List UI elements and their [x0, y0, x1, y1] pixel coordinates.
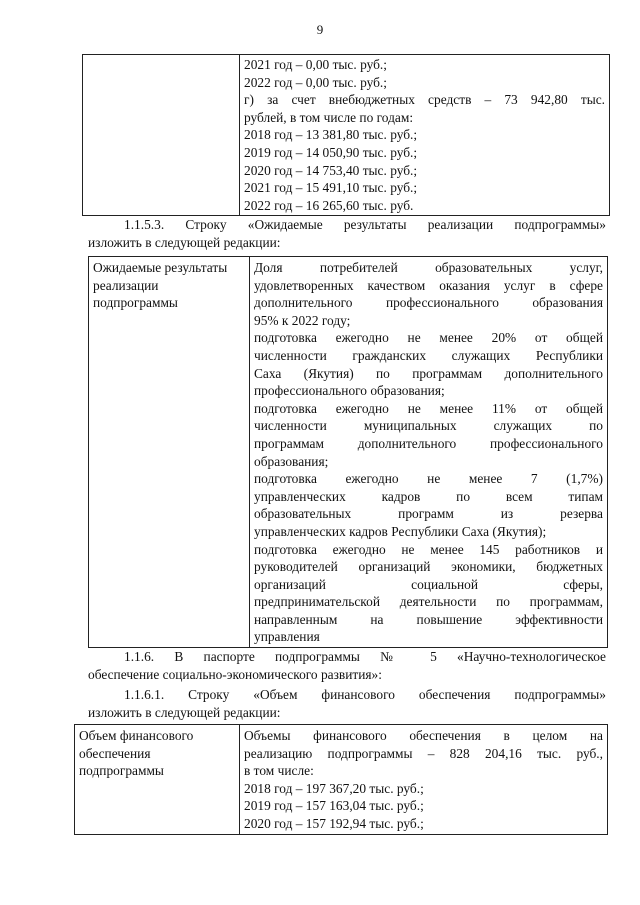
page-number: 9 — [316, 22, 324, 37]
table3-left-cell — [75, 725, 240, 835]
result-line: подготовка ежегодно не менее 145 работников и — [254, 541, 603, 557]
paragraph-1-1-5-3 — [88, 216, 606, 251]
result-line: удовлетворенных качеством оказания услуг в сфере — [254, 277, 603, 293]
result-line: предпринимательской деятельности по программам, — [254, 594, 603, 610]
table3-right-cell — [240, 725, 608, 835]
result-line: дополнительного профессионального образования — [254, 295, 603, 311]
result-line: направленным на повышение эффективности — [254, 611, 603, 627]
financing-line: 2018 год – 13 381,80 тыс. руб.; — [244, 127, 418, 143]
result-line: подготовка ежегодно не менее 7 (1,7%) — [254, 471, 603, 487]
table1-left-cell — [83, 55, 240, 216]
financing-line: 2020 год – 157 192,94 тыс. руб.; — [244, 815, 424, 831]
financing-line: 2022 год – 16 265,60 тыс. руб. — [244, 197, 414, 213]
financing-line: реализацию подпрограммы – 828 204,16 тыс. руб., — [244, 745, 603, 761]
row-label-line: Ожидаемые результаты — [93, 260, 228, 275]
financing-line: рублей, в том числе по годам: — [244, 109, 414, 125]
row-label-line: реализации — [93, 277, 159, 293]
paragraph-line: 1.1.6.1. Строку «Объем финансового обеспечения подпрограммы» — [124, 687, 606, 702]
row-label-line: подпрограммы — [79, 763, 164, 779]
result-line: Саха (Якутия) по программам дополнительного — [254, 365, 603, 381]
result-line: подготовка ежегодно не менее 11% от общей — [254, 400, 603, 416]
financing-line: 2018 год – 197 367,20 тыс. руб.; — [244, 780, 424, 796]
result-line: управленческих кадров по всем типам — [254, 488, 603, 504]
paragraph-line: 1.1.5.3. Строку «Ожидаемые результаты реализации подпрограммы» — [124, 217, 606, 232]
paragraph-line: изложить в следующей редакции: — [88, 704, 281, 720]
paragraph-line: 1.1.6. В паспорте подпрограммы № 5 «Научно-технологическое — [124, 649, 606, 664]
financing-line: 2021 год – 15 491,10 тыс. руб.; — [244, 180, 418, 196]
financing-line: в том числе: — [244, 763, 314, 779]
table2-left-cell — [89, 257, 250, 648]
result-line: управления — [254, 629, 320, 645]
row-label-line: обеспечения — [79, 745, 151, 761]
financing-line: 2020 год – 14 753,40 тыс. руб.; — [244, 162, 418, 178]
financing-table-continued — [82, 54, 610, 216]
financing-line: г) за счет внебюджетных средств – 73 942,80 тыс. — [244, 92, 605, 108]
paragraph-line: изложить в следующей редакции: — [88, 234, 281, 250]
row-label-line: Объем финансового — [79, 728, 194, 743]
result-line: образования; — [254, 453, 329, 469]
financing-line: 2019 год – 157 163,04 тыс. руб.; — [244, 798, 424, 814]
result-line: управленческих кадров Республики Саха (Якутия); — [254, 523, 547, 539]
result-line: профессионального образования; — [254, 383, 445, 399]
financing-line: 2022 год – 0,00 тыс. руб.; — [244, 74, 387, 90]
table2-right-cell — [250, 257, 608, 648]
result-line: Доля потребителей образовательных услуг, — [254, 260, 603, 275]
result-line: программам дополнительного профессионального — [254, 435, 603, 451]
result-line: численности гражданских служащих Республики — [254, 347, 603, 363]
financing-volume-table — [74, 724, 608, 835]
result-line: численности муниципальных служащих по — [254, 418, 603, 434]
paragraph-line: обеспечение социально-экономического развития»: — [88, 666, 382, 682]
result-line: подготовка ежегодно не менее 20% от общей — [254, 330, 603, 346]
financing-line: Объемы финансового обеспечения в целом на — [244, 728, 603, 743]
financing-line: 2021 год – 0,00 тыс. руб.; — [244, 57, 387, 72]
expected-results-table — [88, 256, 608, 648]
result-line: образовательных программ из резерва — [254, 506, 603, 522]
result-line: руководителей организаций экономики, бюджетных — [254, 559, 603, 575]
paragraph-1-1-6-1 — [88, 686, 606, 721]
paragraph-1-1-6 — [88, 648, 606, 683]
result-line: организаций социальной сферы, — [254, 576, 603, 592]
table1-right-cell — [240, 55, 610, 216]
result-line: 95% к 2022 году; — [254, 312, 351, 328]
financing-line: 2019 год – 14 050,90 тыс. руб.; — [244, 144, 418, 160]
row-label-line: подпрограммы — [93, 295, 178, 311]
